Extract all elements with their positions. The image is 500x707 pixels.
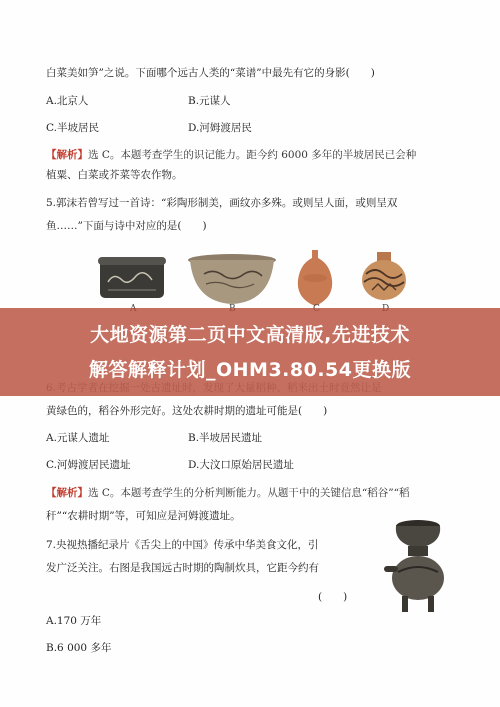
analysis-tag: 【解析】 — [46, 487, 88, 499]
pottery-image-a — [96, 252, 168, 306]
question-5-stem-line1: 5.郭沫若曾写过一首诗：“彩陶形制美，画纹亦多殊。或则呈人面，或则呈双 — [46, 197, 398, 209]
question-5-stem-line2: 鱼……”下面与诗中对应的是( ) — [46, 220, 207, 232]
question-4-stem: 白菜美如笋”之说。下面哪个远古人类的“菜谱”中最先有它的身影( ) — [46, 67, 375, 79]
analysis-tag: 【解析】 — [46, 149, 88, 161]
q4-option-b: B.元谋人 — [188, 95, 231, 107]
cooking-vessel-image — [378, 516, 458, 616]
q6-analysis-line1 — [46, 486, 409, 500]
question-7-stem-line1: 7.央视热播纪录片《舌尖上的中国》传承中华美食文化，引 — [46, 539, 319, 551]
banner-title-line2: 解答解释计划_OHM3.80.54更换版 — [89, 359, 411, 381]
question-7-stem-line2: 发广泛关注。右图是我国远古时期的陶制炊具，它距今约有 — [46, 562, 319, 574]
pottery-image-d — [358, 250, 410, 308]
q4-option-d: D.河姆渡居民 — [188, 122, 252, 134]
q6-option-c: C.河姆渡居民遗址 — [46, 459, 131, 471]
analysis-text: 选 C。本题考查学生的分析判断能力。从题干中的关键信息“稻谷”“稻 — [88, 487, 410, 499]
pottery-image-b — [186, 252, 278, 308]
q4-option-c: C.半坡居民 — [46, 122, 99, 134]
q4-option-a: A.北京人 — [46, 95, 89, 107]
q6-analysis-line2: 秆”“农耕时期”等，可知应是河姆渡遗址。 — [46, 510, 241, 522]
analysis-text: 选 C。本题考查学生的识记能力。距今约 6000 多年的半坡居民已会种 — [88, 149, 417, 161]
pottery-image-c — [294, 248, 336, 308]
q6-option-a: A.元谋人遗址 — [46, 432, 110, 444]
q4-analysis-line2: 植粟、白菜或芥菜等农作物。 — [46, 169, 183, 181]
q6-option-d: D.大汶口原始居民遗址 — [188, 459, 294, 471]
question-7-blank: ( ) — [318, 591, 348, 603]
q4-analysis-line1 — [46, 148, 416, 162]
banner-title-line1: 大地资源第二页中文高清版,先进技术 — [90, 324, 410, 346]
q7-option-a: A.170 万年 — [46, 615, 102, 627]
question-6-stem-line2: 黄绿色的，稻谷外形完好。这处农耕时期的遗址可能是( ) — [46, 405, 328, 417]
q7-option-b: B.6 000 多年 — [46, 642, 112, 654]
q6-option-b: B.半坡居民遗址 — [188, 432, 263, 444]
